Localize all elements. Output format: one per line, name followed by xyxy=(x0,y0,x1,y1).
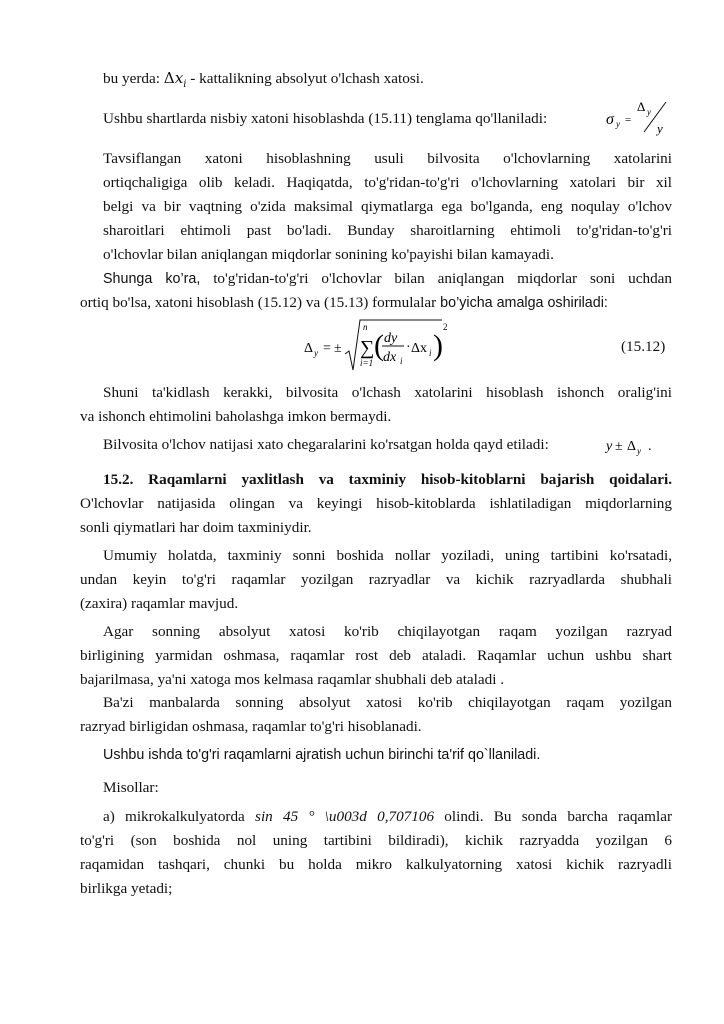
text-line: birligining yarmidan oshmasa, raqamlar rost deb ataladi. Raqamlar uchun ushbu shart xyxy=(80,647,672,664)
text-line: bajarilmasa, ya'ni xatoga mos kelmasa raqamlar shubhali deb ataladi . xyxy=(80,671,505,688)
paragraph-formula-intro xyxy=(80,267,672,315)
text-line: sonli qiymatlari har doim taxminiydir. xyxy=(80,519,312,536)
text-fragment: bo’yicha amalga oshiriladi: xyxy=(436,295,608,311)
period: . xyxy=(648,439,652,454)
sum-symbol: ∑ xyxy=(360,337,375,359)
text-fragment: to'g'ridan-to'g'ri o'lchovlar bilan aniqlangan miqdorlar soni uchdan xyxy=(200,270,673,287)
delta-subscript: y xyxy=(637,446,641,456)
text-line: Ba'zi manbalarda sonning absolyut xatosi ko'rib chiqilayotgan raqam yozilgan xyxy=(103,694,672,711)
paragraph-true-digits xyxy=(80,620,672,692)
equals-sign: = xyxy=(323,341,331,356)
plus-minus-sign: ± xyxy=(615,439,623,454)
text-line xyxy=(80,267,672,291)
relative-error-formula xyxy=(604,96,674,138)
y-variable: y xyxy=(606,439,613,454)
numerator-dy: dy xyxy=(384,331,398,346)
text-fragment: ortiq bo'lsa, xatoni hisoblash (15.12) va (15.13) formulalar xyxy=(80,294,437,311)
text-fragment: Shunga ko’ra, xyxy=(103,271,201,287)
sum-lower-limit: i=1 xyxy=(360,358,374,368)
paragraph-note xyxy=(80,381,672,429)
x-subscript: i xyxy=(183,79,187,91)
delta-subscript: y xyxy=(314,348,318,358)
text-line: to'g'ri (son boshida nol uning tartibini bildiradi), kichik razryadda yozilgan 6 xyxy=(80,832,672,849)
example-a xyxy=(80,805,672,901)
text-line: Tavsiflangan xatoni hisoblashning usuli bilvosita o'lchovlarning xatolarini xyxy=(103,150,672,167)
equation-15-12 xyxy=(300,318,450,376)
section-15-2 xyxy=(80,468,672,540)
x-variable: x xyxy=(174,69,184,87)
delta-symbol: Δ xyxy=(627,439,637,454)
delta-symbol: Δ xyxy=(304,341,314,356)
right-parenthesis: ) xyxy=(433,329,443,362)
sigma-symbol: σ xyxy=(606,111,614,128)
result-notation-formula xyxy=(604,434,664,458)
section-heading: 15.2. Raqamlarni yaxlitlash va taxminiy hisob-kitoblarni bajarish qoidalari. xyxy=(103,471,672,488)
delta-x: Δx xyxy=(411,341,428,356)
plus-minus-sign: ± xyxy=(334,341,342,356)
definition-usage-note: Ushbu ishda to'g'ri raqamlarni ajratish uchun birinchi ta'rif qo`llaniladi. xyxy=(103,747,541,763)
text-line: birlikga yetadi; xyxy=(80,880,173,897)
text-fragment: a) mikrokalkulyatorda xyxy=(103,808,256,825)
text-line: Shuni ta'kidlash kerakki, bilvosita o'lchash xatolarini hisoblash ishonch oralig'ini xyxy=(103,384,672,401)
text-line: o'lchovlar bilan aniqlangan miqdorlar sonining ko'payishi bilan kamayadi. xyxy=(103,246,554,263)
lead-text: bu yerda: xyxy=(103,70,164,87)
examples-heading: Misollar: xyxy=(103,779,159,796)
text-line: undan keyin to'g'ri raqamlar yozilgan razryadlar va kichik razryadlarda shubhali xyxy=(80,571,672,588)
text-line: Umumiy holatda, taxminiy sonni boshida nollar yoziladi, uning tartibini ko'rsatadi, xyxy=(103,547,672,564)
text-line: O'lchovlar natijasida olingan va keyingi hisob-kitoblarda ishlatiladigan miqdorlarning xyxy=(80,495,672,512)
text-line: sharoitlari ehtimoli past bo'ladi. Bunday sharoitlarning ehtimoli to'g'ridan-to'g'ri xyxy=(103,222,672,239)
text-line: va ishonch ehtimolini baholashga imkon bermaydi. xyxy=(80,408,392,425)
equals-sign: = xyxy=(625,114,632,126)
paragraph-approximate-number xyxy=(80,544,672,616)
delta-subscript: y xyxy=(647,107,651,117)
denominator-dx: dx xyxy=(383,350,397,365)
delta-symbol: Δ xyxy=(163,69,175,87)
text-line: ortiqchaligiga olib keladi. Haqiqatda, to'g'ridan-to'g'ri o'lchovlarning xatolari bir xil xyxy=(103,174,672,191)
relative-error-sentence: Ushbu shartlarda nisbiy xatoni hisoblashda (15.11) tenglama qo'llaniladi: xyxy=(103,110,548,127)
multiply-dot: · xyxy=(406,340,411,355)
text-line: belgi va bir vaqtning o'zida maksimal qiymatlarga ega bo'lganda, eng noqulay o'lchov xyxy=(103,198,672,215)
power-exponent: 2 xyxy=(443,322,448,332)
sum-upper-limit: n xyxy=(363,322,368,332)
text-fragment: olindi. Bu sonda barcha raqamlar xyxy=(434,808,673,825)
definition-text: - kattalikning absolyut o'lchash xatosi. xyxy=(186,70,424,87)
text-line: razryad birligidan oshmasa, raqamlar to'g'ri hisoblanadi. xyxy=(80,718,422,735)
text-line: Agar sonning absolyut xatosi ko'rib chiqilayotgan raqam yozilgan razryad xyxy=(103,623,672,640)
denominator-y: y xyxy=(657,121,663,136)
result-notation-sentence: Bilvosita o'lchov natijasi xato chegaralarini ko'rsatgan holda qayd etiladi: xyxy=(103,436,549,453)
paragraph-other-sources xyxy=(80,691,672,739)
paragraph-indirect-method xyxy=(80,147,672,267)
text-line xyxy=(80,291,672,315)
sigma-subscript: y xyxy=(616,119,620,129)
text-line: (zaxira) raqamlar mavjud. xyxy=(80,595,239,612)
error-definition-line xyxy=(103,66,672,97)
text-line xyxy=(80,805,672,829)
left-parenthesis: ( xyxy=(374,329,384,362)
equation-number: (15.12) xyxy=(621,338,666,355)
denominator-subscript: i xyxy=(400,356,403,366)
delta-symbol: Δ xyxy=(637,99,646,114)
text-line: raqamidan tashqari, chunki bu holda mikro kalkulyatorning xatosi kichik razryadli xyxy=(80,856,672,873)
delta-x-subscript: i xyxy=(429,348,432,358)
sine-expression: sin 45 ° \u003d 0,707106 xyxy=(255,808,435,825)
